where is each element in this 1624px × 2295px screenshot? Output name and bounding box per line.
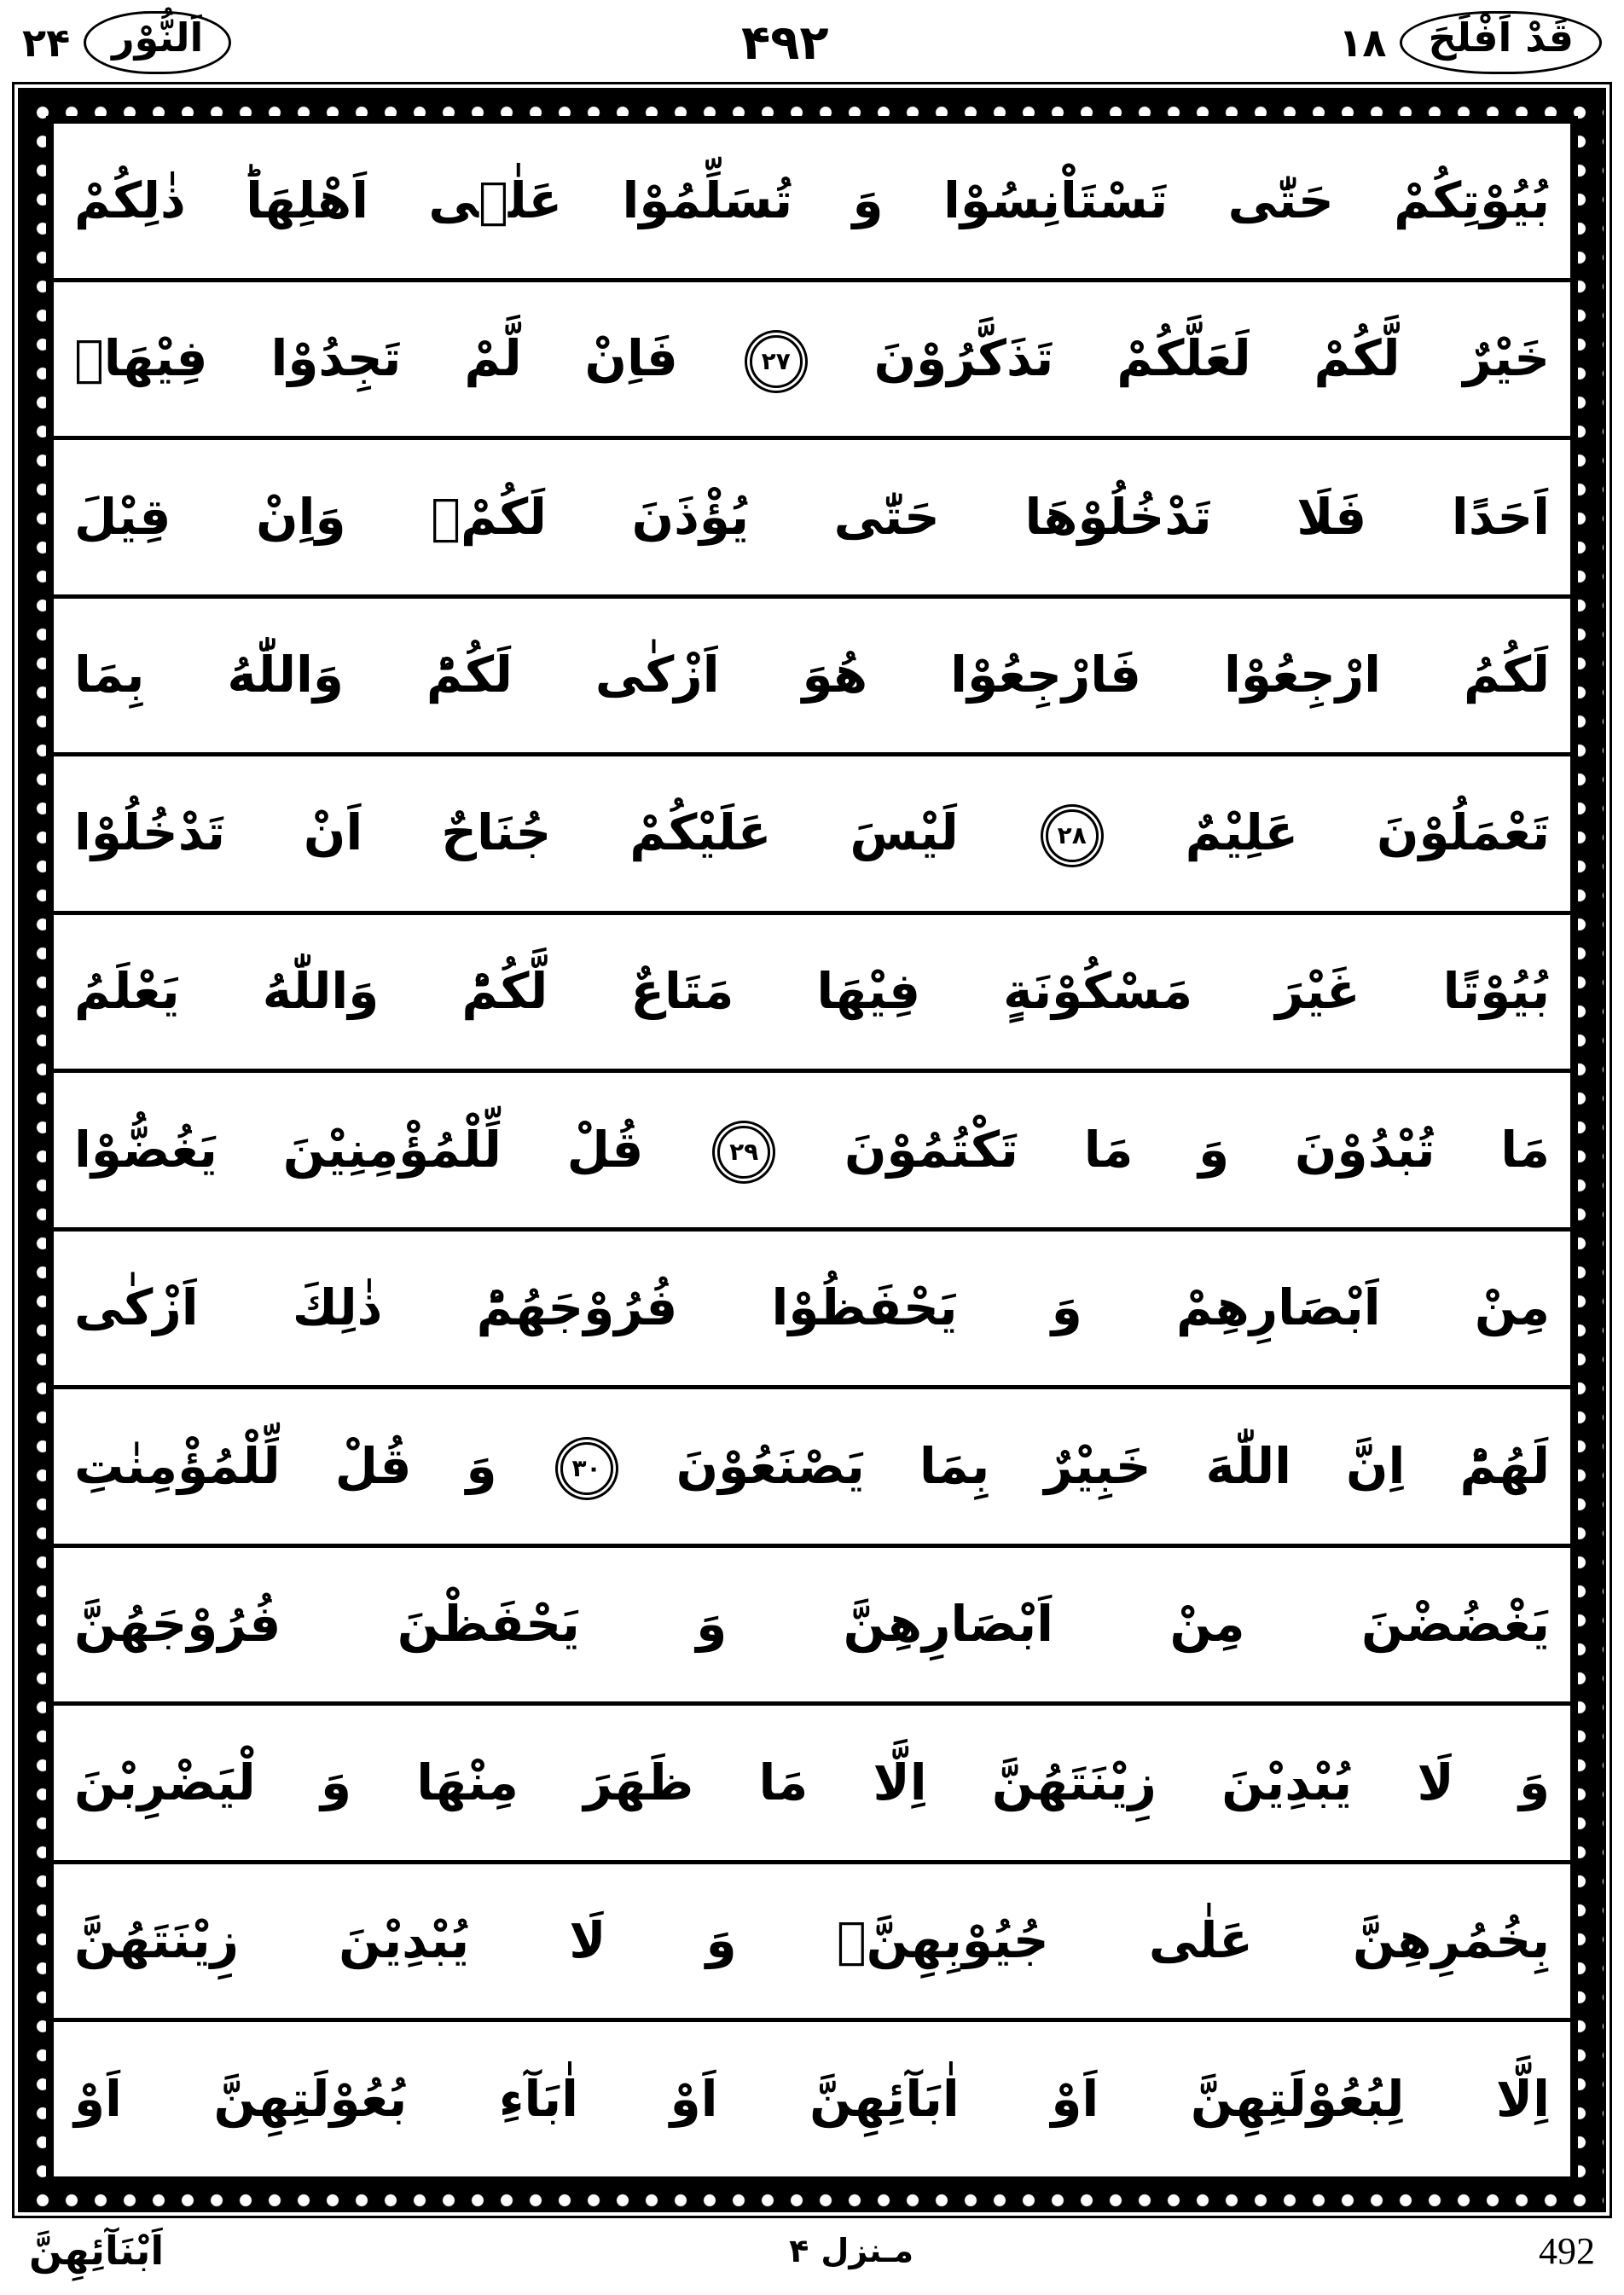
quran-line [54, 2022, 1570, 2176]
quran-line [54, 1706, 1570, 1864]
quran-line [54, 440, 1570, 599]
page-number-latin: 492 [1539, 2229, 1595, 2272]
quran-line [54, 1073, 1570, 1232]
manzil-label [789, 2232, 914, 2269]
page-footer [0, 2218, 1624, 2295]
quran-line [54, 1548, 1570, 1707]
quran-line-text: خَيْرٌ لَّكُمْ لَعَلَّكُمْ تَذَكَّرُوْنَ ۲۷ فَاِنْ لَّمْ تَجِدُوْا فِيْهَاۤ [74, 328, 1550, 387]
ayah-end-marker: ۳۰ [560, 1442, 613, 1495]
quran-line [54, 915, 1570, 1074]
quran-line-text: وَ لَا يُبْدِيْنَ زِيْنَتَهُنَّ اِلَّا مَا ظَهَرَ مِنْهَا وَ لْيَضْرِبْنَ [74, 1753, 1550, 1811]
surah-name-cartouche: اَلنُّوْر [84, 11, 231, 74]
ornament-band [18, 88, 1606, 2212]
quran-line-text: لَهُمْؕ اِنَّ اللّٰهَ خَبِيْرٌ بِمَا يَصْنَعُوْنَ ۳۰ وَ قُلْ لِّلْمُؤْمِنٰتِ [74, 1436, 1551, 1495]
juz-header [1338, 11, 1602, 74]
quran-line [54, 1232, 1570, 1390]
quran-line-text: مِنْ اَبْصَارِهِمْ وَ يَحْفَظُوْا فُرُوْجَهُمْؕ ذٰلِكَ اَزْكٰى [74, 1278, 1550, 1337]
ayah-end-marker: ۲۹ [717, 1126, 770, 1179]
quran-line-text: اَحَدًا فَلَا تَدْخُلُوْهَا حَتّٰى يُؤْذَنَ لَكُمْۚ وَاِنْ قِيْلَ [74, 487, 1550, 546]
surah-header [22, 11, 231, 74]
page-header [0, 0, 1624, 82]
surah-number: ۲۴ [22, 20, 71, 66]
quran-line [54, 282, 1570, 441]
ayah-end-marker: ۲۸ [1046, 809, 1099, 862]
juz-name-cartouche: قَدْ اَفْلَحَ [1400, 11, 1602, 74]
quran-line-text: يَغْضُضْنَ مِنْ اَبْصَارِهِنَّ وَ يَحْفَظْنَ فُرُوْجَهُنَّ [74, 1595, 1550, 1654]
quran-line-text: بُيُوْتًا غَيْرَ مَسْكُوْنَةٍ فِيْهَا مَتَاعٌ لَّكُمْؕ وَاللّٰهُ يَعْلَمُ [74, 962, 1550, 1021]
quran-line-text: بِخُمُرِهِنَّ عَلٰى جُيُوْبِهِنَّۖ وَ لَا يُبْدِيْنَ زِيْنَتَهُنَّ [74, 1911, 1550, 1970]
quran-line-text: تَعْمَلُوْنَ عَلِيْمٌ ۲۸ لَيْسَ عَلَيْكُمْ جُنَاحٌ اَنْ تَدْخُلُوْا [74, 803, 1550, 862]
quran-line [54, 1864, 1570, 2023]
manzil-word: مـنزل [821, 2232, 914, 2269]
quran-line [54, 1389, 1570, 1548]
quran-line [54, 756, 1570, 915]
juz-number: ۱۸ [1338, 20, 1387, 66]
quran-text-block [46, 116, 1578, 2184]
quran-line [54, 599, 1570, 757]
quran-line-text: اِلَّا لِبُعُوْلَتِهِنَّ اَوْ اٰبَآئِهِنَّ اَوْ اٰبَآءِ بُعُوْلَتِهِنَّ اَوْ [74, 2069, 1550, 2128]
manzil-number: ۴ [789, 2232, 809, 2269]
page-number-arabic: ۴۹۲ [741, 14, 829, 71]
quran-line-text: بُيُوْتِكُمْ حَتّٰى تَسْتَاْنِسُوْا وَ تُسَلِّمُوْا عَلٰۤى اَهْلِهَاؕ ذٰلِكُمْ [74, 171, 1550, 229]
quran-line-text: مَا تُبْدُوْنَ وَ مَا تَكْتُمُوْنَ ۲۹ قُلْ لِّلْمُؤْمِنِيْنَ يَغُضُّوْا [74, 1120, 1550, 1179]
quran-line-text: لَكُمُ ارْجِعُوْا فَارْجِعُوْا هُوَ اَزْكٰى لَكُمْؕ وَاللّٰهُ بِمَا [74, 646, 1550, 704]
ayah-end-marker: ۲۷ [750, 335, 803, 388]
catchword: اَبْنَآئِهِنَّ [29, 2228, 165, 2274]
ornamental-frame [12, 82, 1612, 2218]
quran-line [54, 124, 1570, 282]
